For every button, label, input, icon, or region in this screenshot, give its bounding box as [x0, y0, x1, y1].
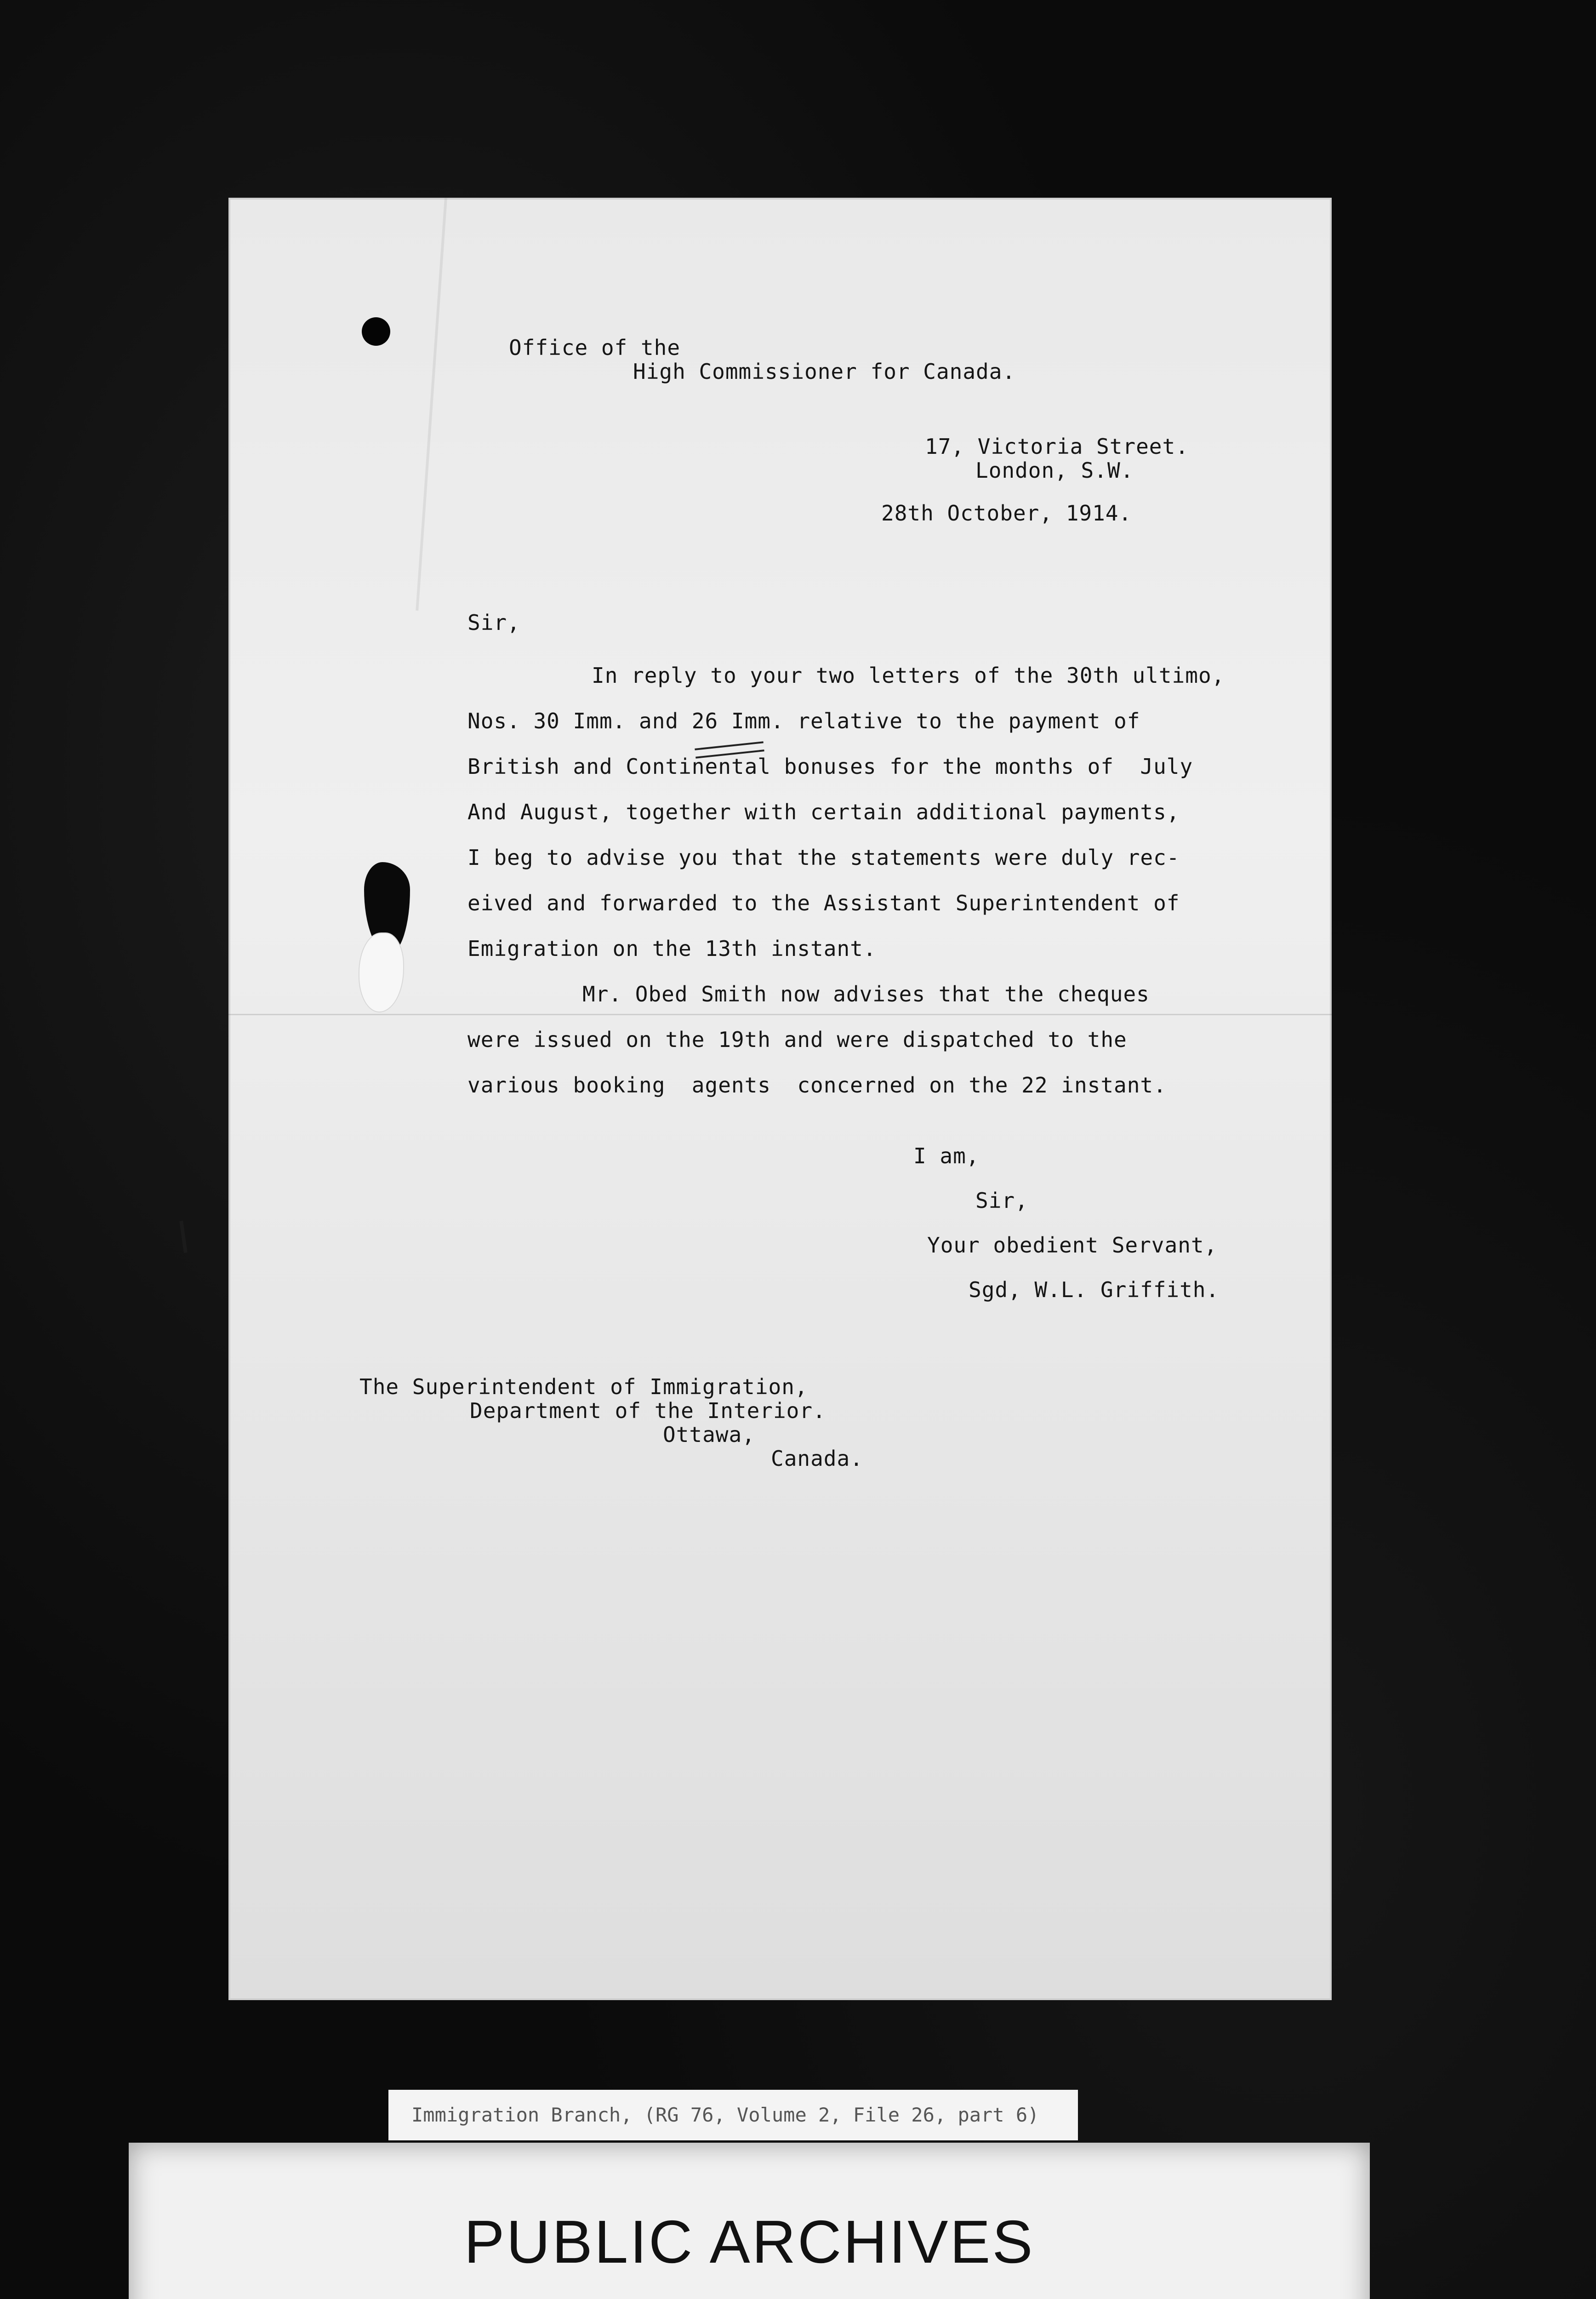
punch-hole-icon: [362, 317, 390, 346]
paragraph-2-line-2: were issued on the 19th and were dispatched to the: [467, 1027, 1127, 1052]
paragraph-2-line-1: Mr. Obed Smith now advises that the cheques: [582, 982, 1150, 1007]
paragraph-1-line-3: British and Continental bonuses for the months of July: [467, 754, 1193, 779]
letter-date: 28th October, 1914.: [881, 501, 1132, 526]
paragraph-1-line-6: eived and forwarded to the Assistant Superintendent of: [467, 891, 1180, 915]
salutation: Sir,: [467, 610, 520, 635]
address-line-1: 17, Victoria Street.: [925, 434, 1189, 459]
accession-label: [388, 2090, 1078, 2140]
accession-label-text: Immigration Branch, (RG 76, Volume 2, File 26, part 6): [411, 2104, 1039, 2126]
office-line-1: Office of the: [509, 335, 681, 360]
closing-sir: Sir,: [975, 1188, 1028, 1213]
paragraph-1-line-5: I beg to advise you that the statements were duly rec-: [467, 845, 1180, 870]
recipient-line-2: Department of the Interior.: [470, 1398, 826, 1423]
paragraph-1-line-1: In reply to your two letters of the 30th ultimo,: [592, 663, 1225, 688]
signature-line: Sgd, W.L. Griffith.: [969, 1277, 1220, 1302]
closing-i-am: I am,: [913, 1144, 980, 1168]
letter-page: [228, 198, 1332, 2000]
address-line-2: London, S.W.: [975, 458, 1134, 483]
paper-crease: [416, 198, 447, 611]
recipient-line-3: Ottawa,: [663, 1422, 755, 1447]
closing-obedient-servant: Your obedient Servant,: [927, 1233, 1218, 1258]
recipient-line-1: The Superintendent of Immigration,: [359, 1374, 808, 1399]
paragraph-2-line-3: various booking agents concerned on the 22 instant.: [467, 1073, 1167, 1098]
paragraph-1-line-7: Emigration on the 13th instant.: [467, 936, 877, 961]
recipient-line-4: Canada.: [771, 1446, 863, 1471]
office-line-2: High Commissioner for Canada.: [633, 359, 1016, 384]
public-archives-card: [129, 2143, 1370, 2299]
paragraph-1-line-2: Nos. 30 Imm. and 26 Imm. relative to the payment of: [467, 709, 1140, 733]
paragraph-1-line-4: And August, together with certain additional payments,: [467, 800, 1180, 824]
archive-card-line-1: PUBLIC ARCHIVES: [464, 2208, 1035, 2276]
paper-tear-mark: [359, 933, 403, 1012]
